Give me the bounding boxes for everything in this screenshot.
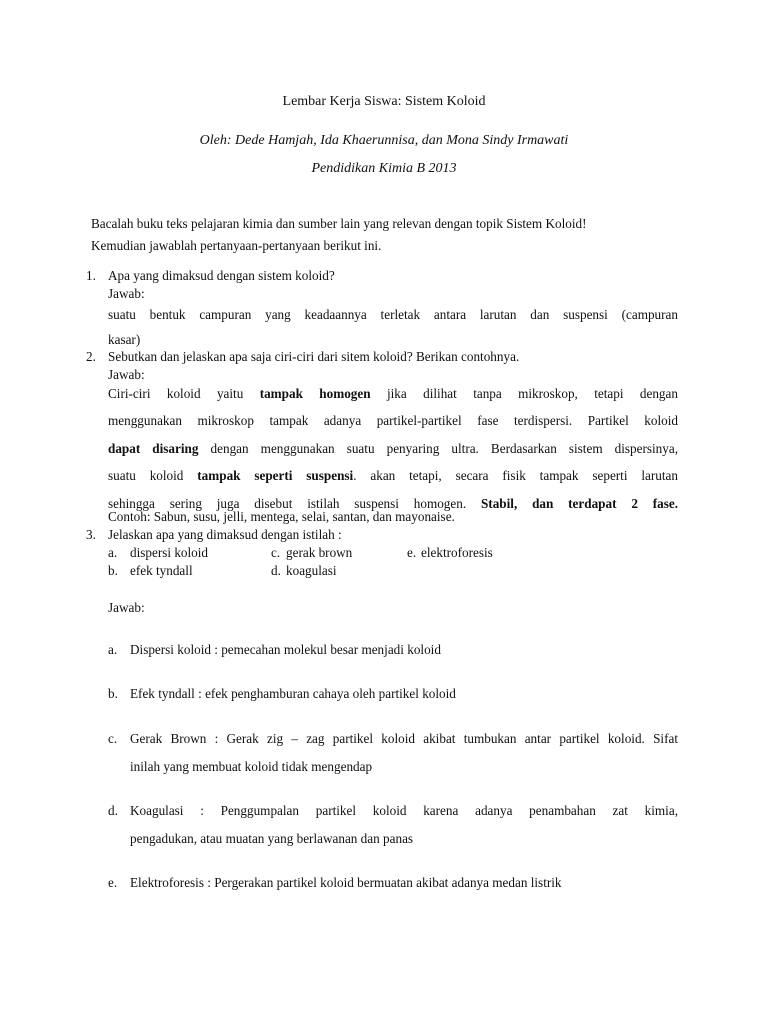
definition-c-line-2: inilah yang membuat koloid tidak mengendap (130, 759, 373, 774)
answer-2-line-2: menggunakan mikroskop tampak adanya partikel-partikel fase terdispersi. Partikel koloid (108, 413, 678, 429)
answer-1 (108, 302, 678, 352)
definition-b (108, 680, 678, 708)
definition-e-letter: e. (108, 875, 118, 890)
answer-2-example: Contoh: Sabun, susu, jelli, mentega, selai, santan, dan mayonaise. (108, 509, 455, 525)
definition-a-letter: a. (108, 642, 118, 657)
term-a: dispersi koloid (130, 545, 209, 560)
instructions-line-1: Bacalah buku teks pelajaran kimia dan sumber lain yang relevan dengan topik Sistem Koloid! (91, 216, 587, 231)
document-title: Lembar Kerja Siswa: Sistem Koloid (282, 94, 486, 109)
instructions (91, 211, 679, 259)
term-b-letter: b. (108, 563, 118, 578)
authors-line: Oleh: Dede Hamjah, Ida Khaerunnisa, dan Mona Sindy Irmawati (199, 133, 569, 148)
instructions-line-2: Kemudian jawablah pertanyaan-pertanyaan berikut ini. (91, 238, 382, 253)
definition-c-line-1: Gerak Brown : Gerak zig – zag partikel koloid akibat tumbukan antar partikel koloid. Sifat (130, 731, 678, 746)
definition-a (108, 636, 678, 664)
answer-2-line-4: suatu koloid tampak seperti suspensi. akan tetapi, secara fisik tampak seperti larutan (108, 468, 678, 484)
answer-2-line-3: dapat disaring dengan menggunakan suatu penyaring ultra. Berdasarkan sistem dispersinya, (108, 440, 678, 456)
question-3-number: 3. (86, 527, 96, 542)
definition-c-letter: c. (108, 731, 118, 746)
definition-d-line-2: pengadukan, atau muatan yang berlawanan dan panas (130, 831, 414, 846)
definition-b-letter: b. (108, 686, 118, 701)
term-e-letter: e. (407, 545, 417, 560)
definition-d (108, 797, 678, 853)
question-1 (108, 267, 678, 303)
term-d-letter: d. (271, 563, 281, 578)
class-line: Pendidikan Kimia B 2013 (311, 161, 457, 176)
question-2 (108, 348, 678, 384)
question-1-number: 1. (86, 268, 96, 283)
term-b: efek tyndall (130, 563, 193, 578)
question-3-text: Jelaskan apa yang dimaksud dengan istilah : (108, 527, 342, 542)
answer-2 (108, 380, 678, 526)
answer-2-line-5: sehingga sering juga disebut istilah suspensi homogen. Stabil, dan terdapat 2 fase. (108, 495, 679, 511)
definition-e (108, 869, 678, 897)
definition-a-text: Dispersi koloid : pemecahan molekul besar menjadi koloid (130, 642, 441, 657)
question-2-text: Sebutkan dan jelaskan apa saja ciri-ciri dari sitem koloid? Berikan contohnya. (108, 349, 520, 364)
question-3-answer-label: Jawab: (108, 600, 145, 615)
definition-d-line-1: Koagulasi : Penggumpalan partikel koloid karena adanya penambahan zat kimia, (130, 803, 678, 818)
term-c-letter: c. (271, 545, 281, 560)
question-1-text: Apa yang dimaksud dengan sistem koloid? (108, 268, 335, 283)
question-1-answer-label: Jawab: (108, 286, 145, 301)
definition-e-text: Elektroforesis : Pergerakan partikel koloid bermuatan akibat adanya medan listrik (130, 875, 562, 890)
definition-d-letter: d. (108, 803, 118, 818)
answer-1-line-1: suatu bentuk campuran yang keadaannya terletak antara larutan dan suspensi (campuran (108, 307, 678, 322)
term-e: elektroforesis (421, 545, 493, 560)
answer-1-line-2: kasar) (108, 332, 141, 347)
term-d: koagulasi (286, 563, 337, 578)
question-3 (108, 526, 678, 544)
question-2-answer-label: Jawab: (108, 367, 145, 382)
term-c: gerak brown (286, 545, 353, 560)
definition-c (108, 725, 678, 781)
answer-2-line-1: Ciri-ciri koloid yaitu tampak homogen jika dilihat tanpa mikroskop, tetapi dengan (108, 386, 678, 401)
question-2-number: 2. (86, 349, 96, 364)
definition-b-text: Efek tyndall : efek penghamburan cahaya oleh partikel koloid (130, 686, 456, 701)
term-a-letter: a. (108, 545, 118, 560)
